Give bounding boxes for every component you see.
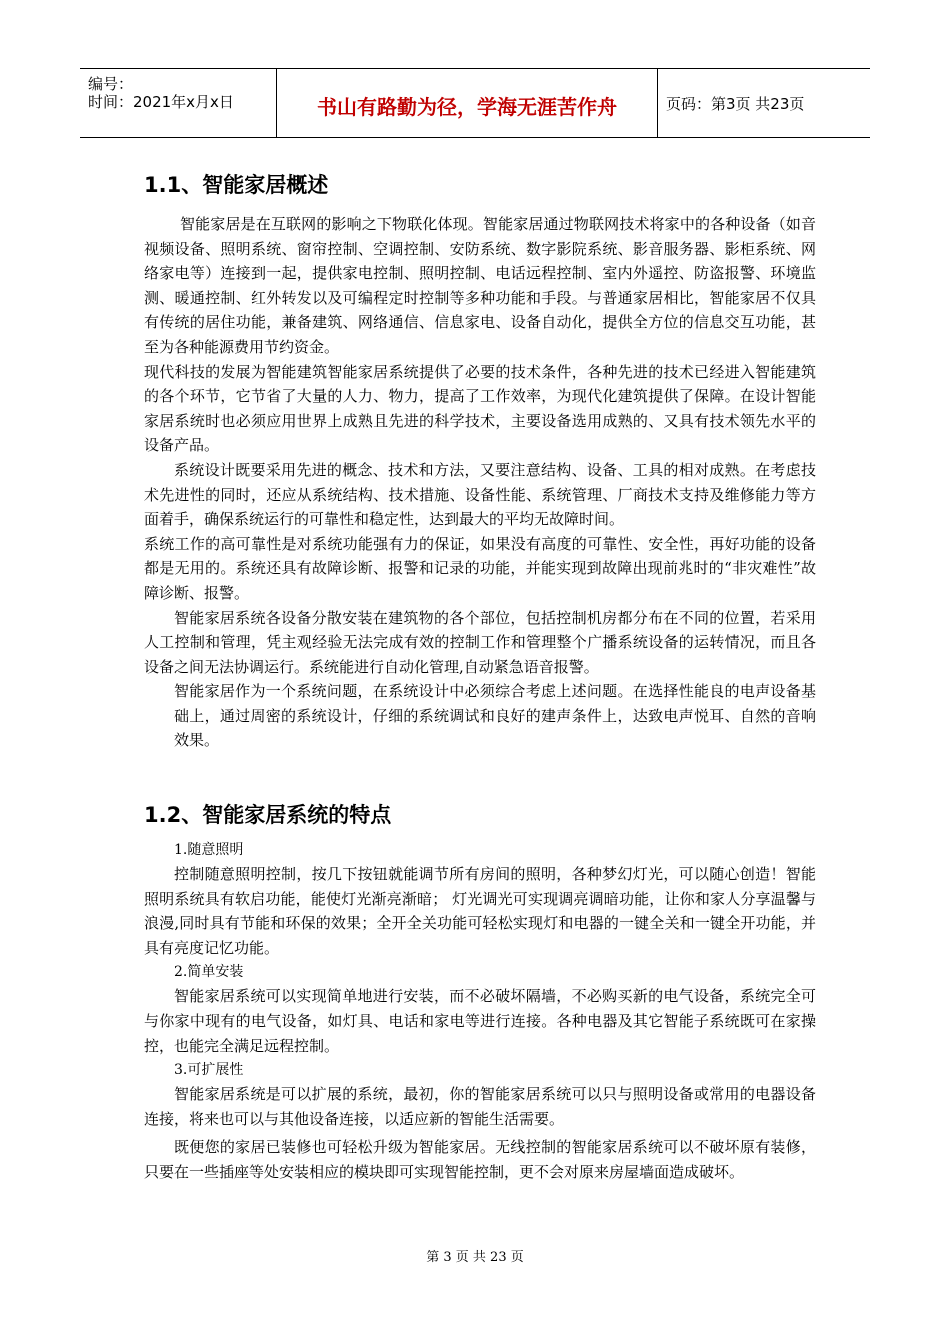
section-title-features: 1.2、智能家居系统的特点 [144,803,392,827]
feature-text: 控制随意照明控制，按几下按钮就能调节所有房间的照明，各种梦幻灯光，可以随心创造！智能照明系统具有软启功能，能使灯光渐亮渐暗； 灯光调光可实现调亮调暗功能，让你和家人分享温馨与浪漫,同时具有节能和环保的效果；全开全关功能可轻松实现灯和电器的一键全关和一键全开功能，并具有亮度记忆功能。 [144,865,816,957]
feature-text: 智能家居系统可以实现简单地进行安装，而不必破坏隔墙，不必购买新的电气设备，系统完全可与你家中现有的电气设备，如灯具、电话和家电等进行连接。各种电器及其它智能子系统既可在家操控，也能完全满足远程控制。 [144,987,816,1055]
paragraph: 现代科技的发展为智能建筑智能家居系统提供了必要的技术条件，各种先进的技术已经进入智能建筑的各个环节，它节省了大量的人力、物力，提高了工作效率，为现代化建筑提供了保障。在设计智能家居系统时也必须应用世界上成熟且先进的科学技术，主要设备选用成熟的、又具有技术领先水平的设备产品。 [144,362,816,455]
paragraph: 系统设计既要采用先进的概念、技术和方法，又要注意结构、设备、工具的相对成熟。在考虑技术先进性的同时，还应从系统结构、技术措施、设备性能、系统管理、厂商技术支持及维修能力等方面着手，确保系统运行的可靠性和稳定性，达到最大的平均无故障时间。 [144,460,816,529]
header-page-cell [658,69,870,137]
paragraph: 系统工作的高可靠性是对系统功能强有力的保证，如果没有高度的可靠性、安全性，再好功能的设备都是无用的。系统还具有故障诊断、报警和记录的功能，并能实现到故障出现前兆时的“非灾难性”故障诊断、报警。 [144,534,816,602]
header-page-info: 页码：第3页 共23页 [666,95,805,113]
feature-subtitle: 2.简单安装 [174,964,244,981]
section-overview [144,168,816,753]
header-meta-cell [80,69,277,137]
header-motto-cell [277,69,658,137]
header-motto: 书山有路勤为径，学海无涯苦作舟 [317,95,617,119]
feature-subtitle: 3.可扩展性 [174,1062,244,1079]
feature-subtitle: 1.随意照明 [174,842,244,858]
section-title-overview: 1.1、智能家居概述 [144,173,329,197]
page-header [80,68,870,138]
paragraph: 智能家居系统各设备分散安装在建筑物的各个部位，包括控制机房都分布在不同的位置，若采用人工控制和管理，凭主观经验无法完成有效的控制工作和管理整个广播系统设备的运转情况，而且各设备之间无法协调运行。系统能进行自动化管理,自动紧急语音报警。 [144,608,816,676]
document-number-label: 编号： [88,75,134,93]
closing-paragraph: 既便您的家居已装修也可轻松升级为智能家居。无线控制的智能家居系统可以不破坏原有装修，只要在一些插座等处安装相应的模块即可实现智能控制，更不会对原来房屋墙面造成破坏。 [144,1138,816,1181]
page-footer: 第 3 页 共 23 页 [426,1250,524,1265]
paragraph: 智能家居作为一个系统问题，在系统设计中必须综合考虑上述问题。在选择性能良的电声设备基础上，通过周密的系统设计，仔细的系统调试和良好的建声条件上，达致电声悦耳、自然的音响效果。 [174,682,816,750]
feature-text: 智能家居系统是可以扩展的系统，最初，你的智能家居系统可以只与照明设备或常用的电器设备连接，将来也可以与其他设备连接，以适应新的智能生活需要。 [144,1085,816,1128]
paragraph: 智能家居是在互联网的影响之下物联化体现。智能家居通过物联网技术将家中的各种设备（如音视频设备、照明系统、窗帘控制、空调控制、安防系统、数字影院系统、影音服务器、影柜系统、网络家电等）连接到一起，提供家电控制、照明控制、电话远程控制、室内外遥控、防盗报警、环境监测、暖通控制、红外转发以及可编程定时控制等多种功能和手段。与普通家居相比，智能家居不仅具有传统的居住功能，兼备建筑、网络通信、信息家电、设备自动化，提供全方位的信息交互功能，甚至为各种能源费用节约资金。 [144,215,816,356]
document-date-label: 时间：2021年x月x日 [88,93,234,111]
section-features [144,798,816,1185]
